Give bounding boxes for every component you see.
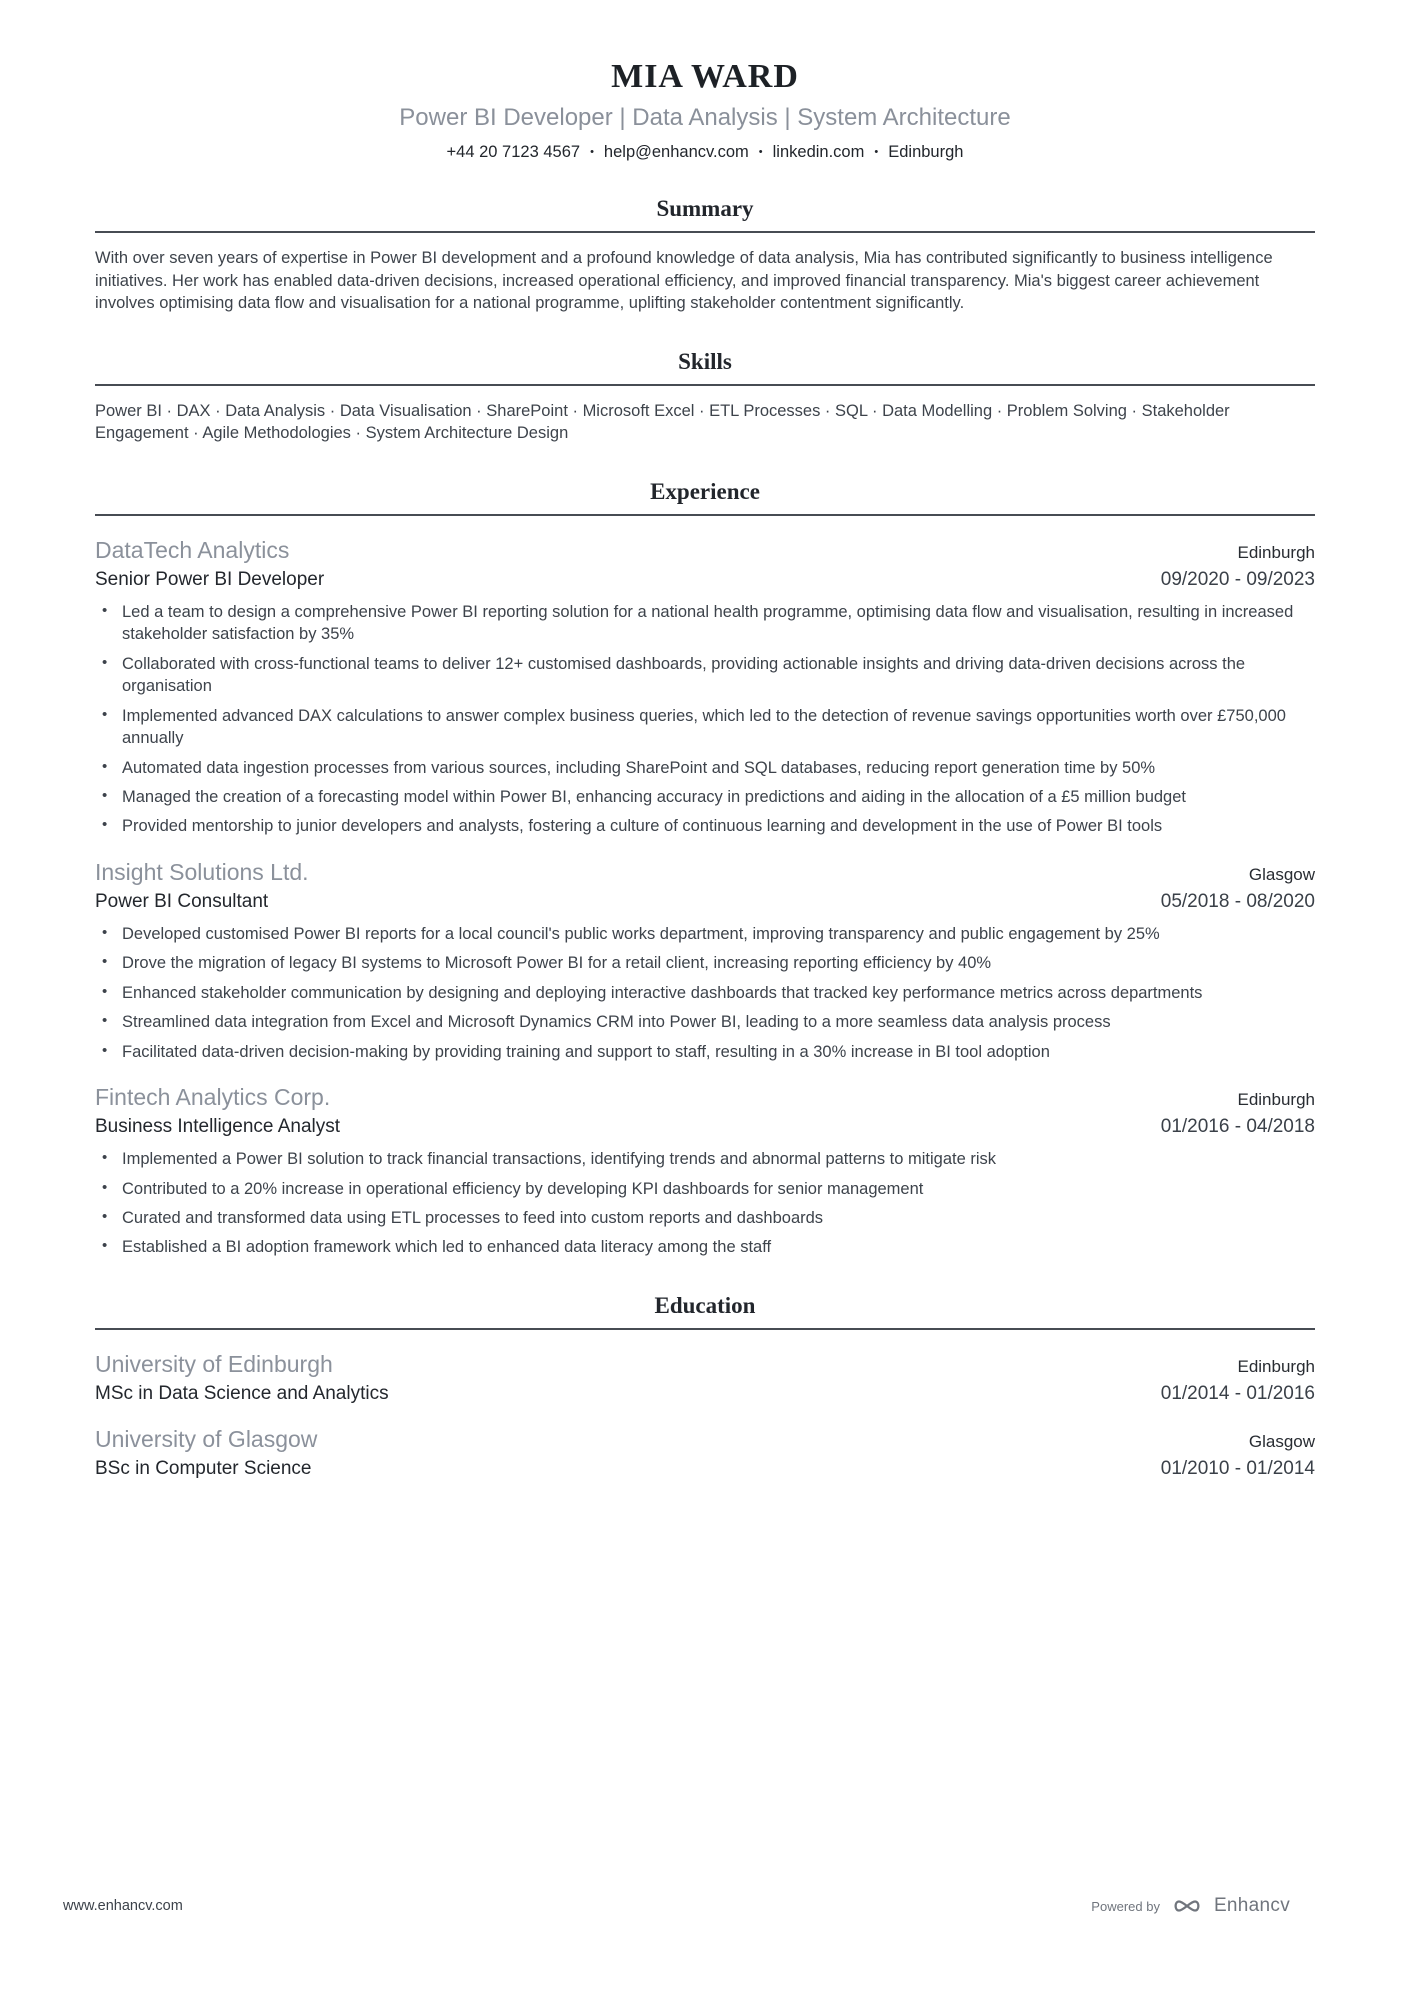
education-location: Glasgow xyxy=(1248,1431,1315,1451)
bullet-item: • Automated data ingestion processes from various sources, including SharePoint and SQL databases, reducing report generation time by 50% xyxy=(95,757,1315,779)
page-footer xyxy=(63,1895,1290,1917)
candidate-headline: Power BI Developer | Data Analysis | System Architecture xyxy=(399,104,1011,131)
bullet-item: • Managed the creation of a forecasting model within Power BI, enhancing accuracy in predictions and aiding in the allocation of a £5 million budget xyxy=(95,786,1315,808)
education-header xyxy=(95,1426,1315,1453)
footer-brand xyxy=(1091,1895,1290,1917)
resume-header xyxy=(95,58,1315,162)
bullet-item: • Curated and transformed data using ETL processes to feed into custom reports and dashboards xyxy=(95,1207,1315,1229)
enhancv-logo-icon xyxy=(1170,1897,1204,1915)
job-role: Senior Power BI Developer xyxy=(95,568,325,590)
degree: MSc in Data Science and Analytics xyxy=(95,1382,389,1404)
contact-separator: • xyxy=(590,146,594,158)
bullet-item: • Streamlined data integration from Excel and Microsoft Dynamics CRM into Power BI, leading to a more seamless data analysis process xyxy=(95,1011,1315,1033)
education-header xyxy=(95,1351,1315,1378)
education-entry xyxy=(95,1426,1315,1480)
contact-row xyxy=(95,143,1315,162)
candidate-name: MIA WARD xyxy=(611,58,799,95)
experience-heading: Experience xyxy=(95,479,1315,516)
job-location: Glasgow xyxy=(1248,864,1315,884)
contact-email: help@enhancv.com xyxy=(603,143,749,161)
bullet-item: • Contributed to a 20% increase in operational efficiency by developing KPI dashboards for senior management xyxy=(95,1178,1315,1200)
section-experience xyxy=(95,479,1315,1259)
bullet-item: • Implemented advanced DAX calculations to answer complex business queries, which led to the detection of revenue savings opportunities worth over £750,000 annually xyxy=(95,705,1315,750)
enhancv-brand: Enhancv xyxy=(1213,1895,1290,1916)
bullet-item: • Collaborated with cross-functional teams to deliver 12+ customised dashboards, providing actionable insights and driving data-driven decisions across the organisation xyxy=(95,653,1315,698)
contact-phone: +44 20 7123 4567 xyxy=(446,143,581,161)
bullet-item: • Drove the migration of legacy BI systems to Microsoft Power BI for a retail client, increasing reporting efficiency by 40% xyxy=(95,952,1315,974)
school-name: University of Edinburgh xyxy=(95,1350,333,1377)
section-summary xyxy=(95,196,1315,315)
footer-website: www.enhancv.com xyxy=(63,1898,183,1914)
job-header xyxy=(95,1084,1315,1111)
powered-by-label: Powered by xyxy=(1091,1898,1160,1914)
experience-entry xyxy=(95,1084,1315,1259)
skills-text: Power BI · DAX · Data Analysis · Data Visualisation · SharePoint · Microsoft Excel · ETL Processes · SQL · Data Modelling · Problem Solving · Stakeholder Engagement · Agile Methodologies · System Architecture Design xyxy=(95,401,1230,443)
experience-entry xyxy=(95,537,1315,838)
contact-location: Edinburgh xyxy=(888,143,964,161)
bullet-item: • Enhanced stakeholder communication by designing and deploying interactive dashboards that tracked key performance metrics across departments xyxy=(95,982,1315,1004)
company-name: DataTech Analytics xyxy=(95,536,290,563)
job-subheader xyxy=(95,569,1315,591)
section-education xyxy=(95,1293,1315,1480)
bullet-item: • Led a team to design a comprehensive Power BI reporting solution for a national health programme, optimising data flow and visualisation, resulting in increased stakeholder satisfaction by 35% xyxy=(95,601,1315,646)
job-role: Power BI Consultant xyxy=(95,890,269,912)
bullet-item: • Implemented a Power BI solution to track financial transactions, identifying trends and abnormal patterns to mitigate risk xyxy=(95,1148,1315,1170)
bullet-item: • Established a BI adoption framework which led to enhanced data literacy among the staff xyxy=(95,1236,1315,1258)
experience-entry xyxy=(95,859,1315,1063)
job-header xyxy=(95,859,1315,886)
job-bullet-list xyxy=(95,1148,1315,1259)
education-dates: 01/2014 - 01/2016 xyxy=(1160,1382,1315,1404)
company-name: Fintech Analytics Corp. xyxy=(95,1084,331,1111)
job-subheader xyxy=(95,1116,1315,1138)
contact-separator: • xyxy=(758,146,763,158)
education-dates: 01/2010 - 01/2014 xyxy=(1160,1457,1315,1479)
job-location: Edinburgh xyxy=(1237,542,1315,562)
summary-heading: Summary xyxy=(95,196,1315,233)
summary-text: With over seven years of expertise in Power BI development and a profound knowledge of data analysis, Mia has contributed significantly to business intelligence initiatives. Her work has enabled data-driven decisions, increased operational efficiency, and improved financial transparency. Mia's biggest career achievement involves optimising data flow and visualisation for a national programme, uplifting stakeholder contentment significantly. xyxy=(95,249,1273,313)
contact-linkedin: linkedin.com xyxy=(772,143,865,161)
bullet-item: • Facilitated data-driven decision-making by providing training and support to staff, resulting in a 30% increase in BI tool adoption xyxy=(95,1041,1315,1063)
job-role: Business Intelligence Analyst xyxy=(95,1116,341,1138)
job-bullet-list xyxy=(95,601,1315,838)
education-heading: Education xyxy=(95,1293,1315,1330)
job-dates: 09/2020 - 09/2023 xyxy=(1160,568,1315,590)
education-subheader xyxy=(95,1458,1315,1480)
bullet-item: • Provided mentorship to junior developers and analysts, fostering a culture of continuous learning and development in the use of Power BI tools xyxy=(95,815,1315,837)
school-name: University of Glasgow xyxy=(95,1425,318,1452)
skills-heading: Skills xyxy=(95,349,1315,386)
section-skills xyxy=(95,349,1315,445)
degree: BSc in Computer Science xyxy=(95,1457,312,1479)
job-location: Edinburgh xyxy=(1237,1090,1315,1110)
education-subheader xyxy=(95,1383,1315,1405)
bullet-item: • Developed customised Power BI reports for a local council's public works department, improving transparency and public engagement by 25% xyxy=(95,923,1315,945)
education-location: Edinburgh xyxy=(1237,1356,1315,1376)
education-entry xyxy=(95,1351,1315,1405)
company-name: Insight Solutions Ltd. xyxy=(95,858,309,885)
job-dates: 05/2018 - 08/2020 xyxy=(1160,890,1315,912)
contact-separator: • xyxy=(874,146,879,158)
job-bullet-list xyxy=(95,923,1315,1063)
job-subheader xyxy=(95,891,1315,913)
job-header xyxy=(95,537,1315,564)
job-dates: 01/2016 - 04/2018 xyxy=(1160,1116,1315,1138)
